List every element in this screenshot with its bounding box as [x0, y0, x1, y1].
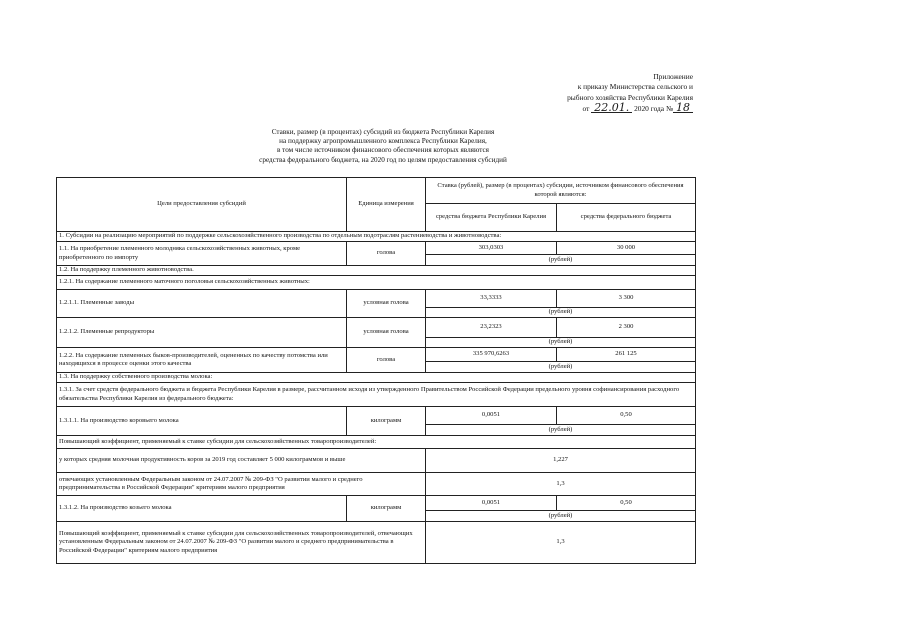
table-row	[57, 407, 696, 425]
section-row	[57, 373, 696, 383]
section-row	[57, 276, 696, 290]
row-federal-value: 3 300	[557, 290, 696, 308]
row-label: 1.1. На приобретение племенного молодняка сельскохозяйственных животных, кроме приобретенного по импорту	[57, 242, 347, 266]
section-row	[57, 232, 696, 242]
row-label: 1.2.1.1. Племенные заводы	[57, 290, 347, 318]
coefficient-label: Повышающий коэффициент, применяемый к ставке субсидии для сельскохозяйственных товаропроизводителей, отвечающих установленным Федеральным законом от 24.07.2007 № 209-ФЗ "О развитии малого и среднего предпринимательства в Российской Федерации" критериям малого предприятия	[57, 522, 426, 564]
row-federal-value: 0,50	[557, 496, 696, 511]
table-row	[57, 496, 696, 511]
handwritten-date: 22.01.	[591, 103, 632, 113]
table-row	[57, 522, 696, 564]
title-line-2: на поддержку агропромышленного комплекса Республики Карелия,	[279, 137, 487, 146]
row-unit: голова	[347, 242, 426, 266]
currency-label: (рублей)	[426, 511, 696, 522]
section-row	[57, 266, 696, 276]
section-1-2-1: 1.2.1. На содержание племенного маточного поголовья сельскохозяйственных животных:	[57, 276, 696, 290]
header-federal: средства федерального бюджета	[557, 204, 696, 232]
currency-label: (рублей)	[426, 338, 696, 348]
currency-label: (рублей)	[426, 308, 696, 318]
table-row	[57, 242, 696, 255]
row-regional-value: 303,0303	[426, 242, 557, 255]
handwritten-number: 18	[673, 103, 693, 113]
row-regional-value: 23,2323	[426, 318, 557, 338]
currency-label: (рублей)	[426, 425, 696, 436]
section-1-2: 1.2. На поддержку племенного животноводства.	[57, 266, 696, 276]
header-unit: Единица измерения	[347, 178, 426, 232]
row-regional-value: 0,0051	[426, 407, 557, 425]
header-regional: средства бюджета Республики Карелия	[426, 204, 557, 232]
row-label: 1.3.1.1. На производство коровьего молока	[57, 407, 347, 436]
section-row	[57, 436, 696, 449]
title-line-3: в том числе источником финансового обеспечения которых являются	[276, 146, 489, 155]
row-regional-value: 335 970,6263	[426, 348, 557, 362]
coefficient-label: отвечающих установленным Федеральным законом от 24.07.2007 № 209-ФЗ "О развитии малого и среднего предпринимательства в Российской Федерации" критериям малого предприятия	[57, 473, 426, 496]
row-federal-value: 2 300	[557, 318, 696, 338]
appendix-ministry-line: рыбного хозяйства Республики Карелия	[567, 92, 693, 102]
date-prefix: от	[582, 103, 590, 113]
title-line-1: Ставки, размер (в процентах) субсидий из бюджета Республики Карелия	[271, 128, 495, 136]
year-text: 2020 года №	[634, 103, 673, 113]
title-line-4: средства федерального бюджета, на 2020 год по целям предоставления субсидий	[259, 155, 507, 164]
currency-label: (рублей)	[426, 362, 696, 373]
table-row	[57, 473, 696, 496]
currency-label: (рублей)	[426, 255, 696, 266]
header-row	[57, 178, 696, 204]
coefficient-label: у которых средняя молочная продуктивность коров за 2019 год составляет 5 000 килограммов и выше	[57, 449, 426, 473]
row-unit: килограмм	[347, 496, 426, 522]
row-regional-value: 0,0051	[426, 496, 557, 511]
section-1: 1. Субсидии на реализацию мероприятий по поддержке сельскохозяйственного производства по отдельным подотраслям растениеводства и животноводства:	[57, 232, 696, 242]
coefficient-value: 1,3	[426, 522, 696, 564]
appendix-title: Приложение	[653, 72, 693, 81]
row-regional-value: 33,3333	[426, 290, 557, 308]
document-title	[218, 128, 548, 165]
coefficient-heading: Повышающий коэффициент, применяемый к ставке субсидии для сельскохозяйственных товаропроизводителей:	[57, 436, 696, 449]
row-label: 1.2.2. На содержание племенных быков-производителей, оцененных по качеству потомства или находящихся в процессе оценки этого качества	[57, 348, 347, 373]
row-federal-value: 261 125	[557, 348, 696, 362]
row-unit: голова	[347, 348, 426, 373]
row-unit: килограмм	[347, 407, 426, 436]
row-federal-value: 0,50	[557, 407, 696, 425]
header-purpose: Цели предоставления субсидий	[57, 178, 347, 232]
section-1-3: 1.3. На поддержку собственного производства молока:	[57, 373, 696, 383]
appendix-date-line	[503, 100, 693, 114]
table-row	[57, 348, 696, 362]
table-row	[57, 290, 696, 308]
section-1-3-1: 1.3.1. За счет средств федерального бюджета и бюджета Республики Карелия в размере, рассчитанном исходя из утвержденного Правительством Российской Федерации предельного уровня софинансирования расходного обязательства Республики Карелия из федерального бюджета:	[57, 383, 696, 407]
row-label: 1.2.1.2. Племенные репродукторы	[57, 318, 347, 348]
coefficient-value: 1,227	[426, 449, 696, 473]
appendix-order-line: к приказу Министерства сельского и	[577, 82, 693, 92]
row-unit: условная голова	[347, 290, 426, 318]
appendix-header	[503, 72, 693, 114]
header-rate: Ставка (рублей), размер (в процентах) субсидии, источником финансового обеспечения которой являются:	[426, 178, 696, 204]
subsidy-rates-table	[56, 177, 696, 564]
table-row	[57, 318, 696, 338]
table-row	[57, 449, 696, 473]
row-unit: условная голова	[347, 318, 426, 348]
row-label: 1.3.1.2. На производство козьего молока	[57, 496, 347, 522]
section-row	[57, 383, 696, 407]
coefficient-value: 1,3	[426, 473, 696, 496]
row-federal-value: 30 000	[557, 242, 696, 255]
